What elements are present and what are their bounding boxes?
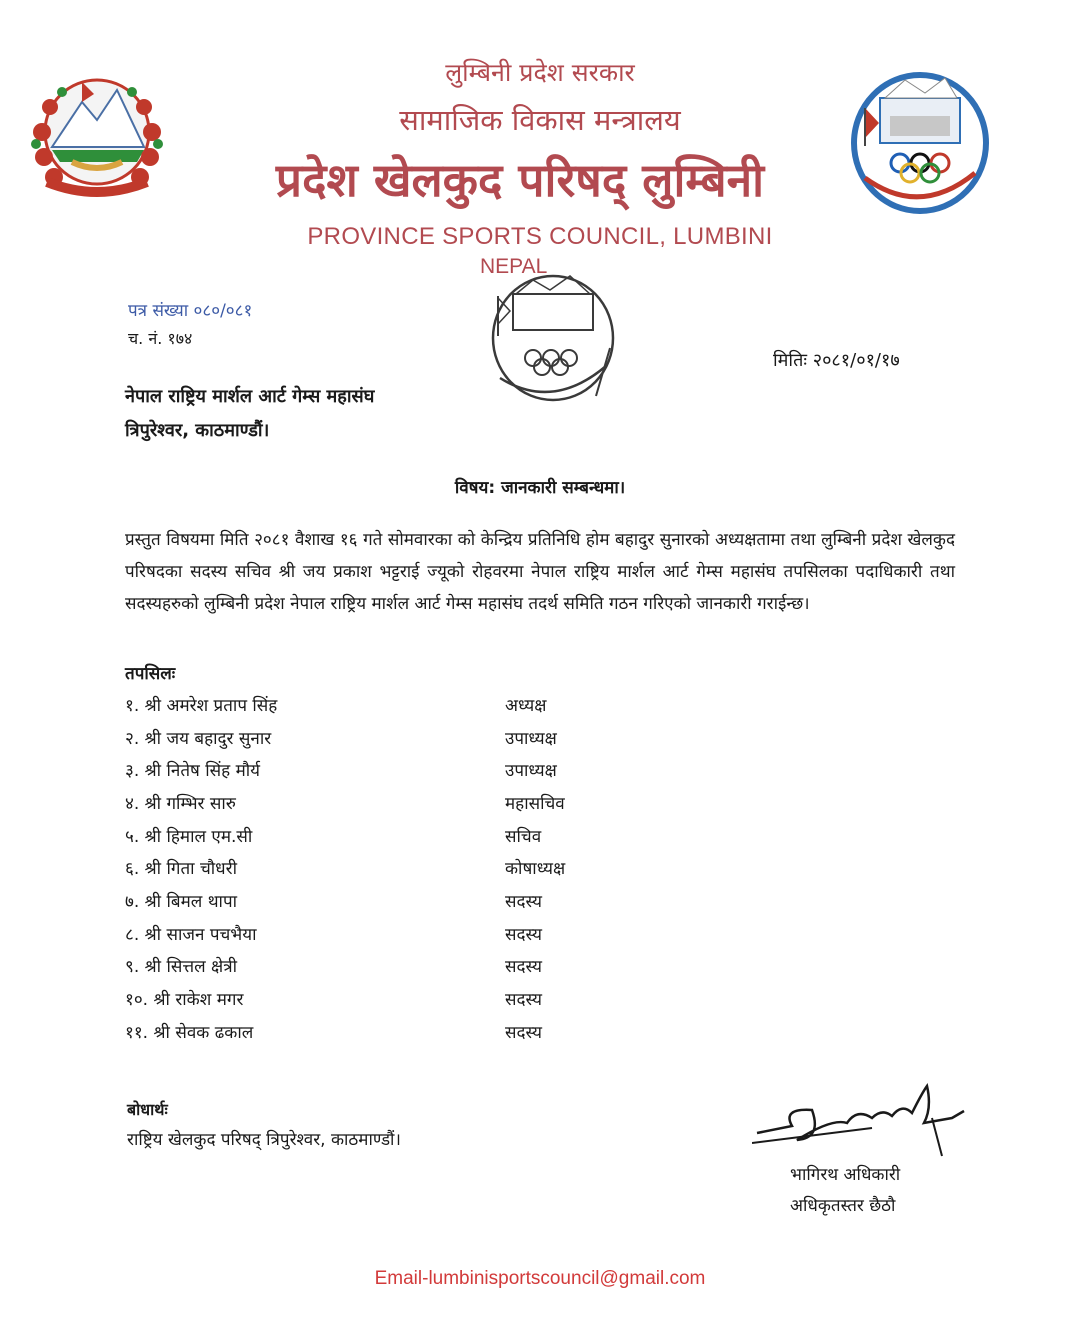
member-position: कोषाध्यक्ष — [505, 859, 566, 880]
member-name: ५. श्री हिमाल एम.सी — [125, 826, 253, 847]
footer-email — [0, 1268, 1080, 1290]
list-item — [125, 851, 825, 884]
member-position: अध्यक्ष — [505, 695, 547, 716]
letter-subject: विषय: जानकारी सम्बन्धमा। — [454, 478, 626, 498]
letter-body: प्रस्तुत विषयमा मिति २०८१ वैशाख १६ गते सोमवारका को केन्द्रिय प्रतिनिधि होम बहादुर सुनारको अध्यक्षतामा तथा लुम्बिनी प्रदेश खेलकुद परिषदका सदस्य सचिव श्री जय प्रकाश भट्टराई ज्यूको रोहवरमा नेपाल राष्ट्रिय मार्शल आर्ट गेम्स महासंघ तपसिलका पदाधिकारी तथा सदस्यहरुको लुम्बिनी प्रदेश नेपाल राष्ट्रिय मार्शल आर्ट गेम्स महासंघ तदर्थ समिति गठन गरिएको जानकारी गराईन्छ। — [125, 530, 955, 614]
list-item — [125, 950, 825, 983]
member-name: २. श्री जय बहादुर सुनार — [125, 728, 272, 749]
government-heading: लुम्बिनी प्रदेश सरकार — [445, 58, 635, 87]
member-position: सचिव — [505, 826, 542, 847]
signatory-title: अधिकृतस्तर छैठौ — [790, 1196, 896, 1216]
member-position: उपाध्यक्ष — [505, 728, 557, 749]
member-name: ४. श्री गम्भिर सारु — [125, 793, 236, 814]
member-name: ६. श्री गिता चौधरी — [125, 859, 237, 880]
list-item — [125, 819, 825, 852]
cc-recipient: राष्ट्रिय खेलकुद परिषद् त्रिपुरेश्वर, काठमाण्डौं। — [127, 1130, 401, 1150]
letter-date: मितिः २०८१/०१/१७ — [773, 350, 900, 371]
email-label: Email- — [374, 1268, 429, 1289]
member-position: सदस्य — [505, 924, 542, 945]
member-position: महासचिव — [505, 793, 565, 814]
member-name: ८. श्री साजन पचभैया — [125, 924, 257, 945]
email-address[interactable]: lumbinisportscouncil@gmail.com — [428, 1268, 706, 1289]
list-item — [125, 982, 825, 1015]
dispatch-number: च. नं. १७४ — [128, 329, 193, 348]
member-position: उपाध्यक्ष — [505, 761, 557, 782]
country-label: NEPAL — [480, 255, 548, 278]
member-position: सदस्य — [505, 891, 542, 912]
reference-number: पत्र संख्या ०८०/०८१ — [128, 301, 253, 321]
cc-heading: बोधार्थः — [127, 1100, 168, 1119]
list-item — [125, 1015, 825, 1048]
member-name: १०. श्री राकेश मगर — [125, 990, 244, 1011]
member-name: १. श्री अमरेश प्रताप सिंह — [125, 695, 278, 716]
member-name: ९. श्री सित्तल क्षेत्री — [125, 957, 238, 978]
ministry-heading: सामाजिक विकास मन्त्रालय — [399, 103, 681, 137]
list-item — [125, 721, 825, 754]
member-name: ७. श्री बिमल थापा — [125, 891, 238, 912]
council-seal-stamp — [478, 266, 628, 416]
handwritten-signature — [752, 1078, 972, 1163]
list-item — [125, 786, 825, 819]
member-position: सदस्य — [505, 957, 542, 978]
council-title-nepali: प्रदेश खेलकुद परिषद् लुम्बिनी — [275, 153, 765, 207]
member-list — [125, 688, 825, 1048]
list-item — [125, 688, 825, 721]
list-item — [125, 753, 825, 786]
member-name: ३. श्री नितेष सिंह मौर्य — [125, 761, 261, 782]
list-heading: तपसिलः — [125, 664, 176, 684]
council-title-english: PROVINCE SPORTS COUNCIL, LUMBINI — [307, 223, 773, 250]
recipient-name: नेपाल राष्ट्रिय मार्शल आर्ट गेम्स महासंघ — [125, 386, 375, 407]
member-position: सदस्य — [505, 1022, 542, 1043]
sports-council-logo — [845, 68, 995, 218]
signatory-name: भागिरथ अधिकारी — [790, 1165, 901, 1185]
list-item — [125, 917, 825, 950]
member-position: सदस्य — [505, 990, 542, 1011]
recipient-address: त्रिपुरेश्वर, काठमाण्डौं। — [125, 420, 270, 441]
list-item — [125, 884, 825, 917]
member-name: ११. श्री सेवक ढकाल — [125, 1022, 254, 1043]
